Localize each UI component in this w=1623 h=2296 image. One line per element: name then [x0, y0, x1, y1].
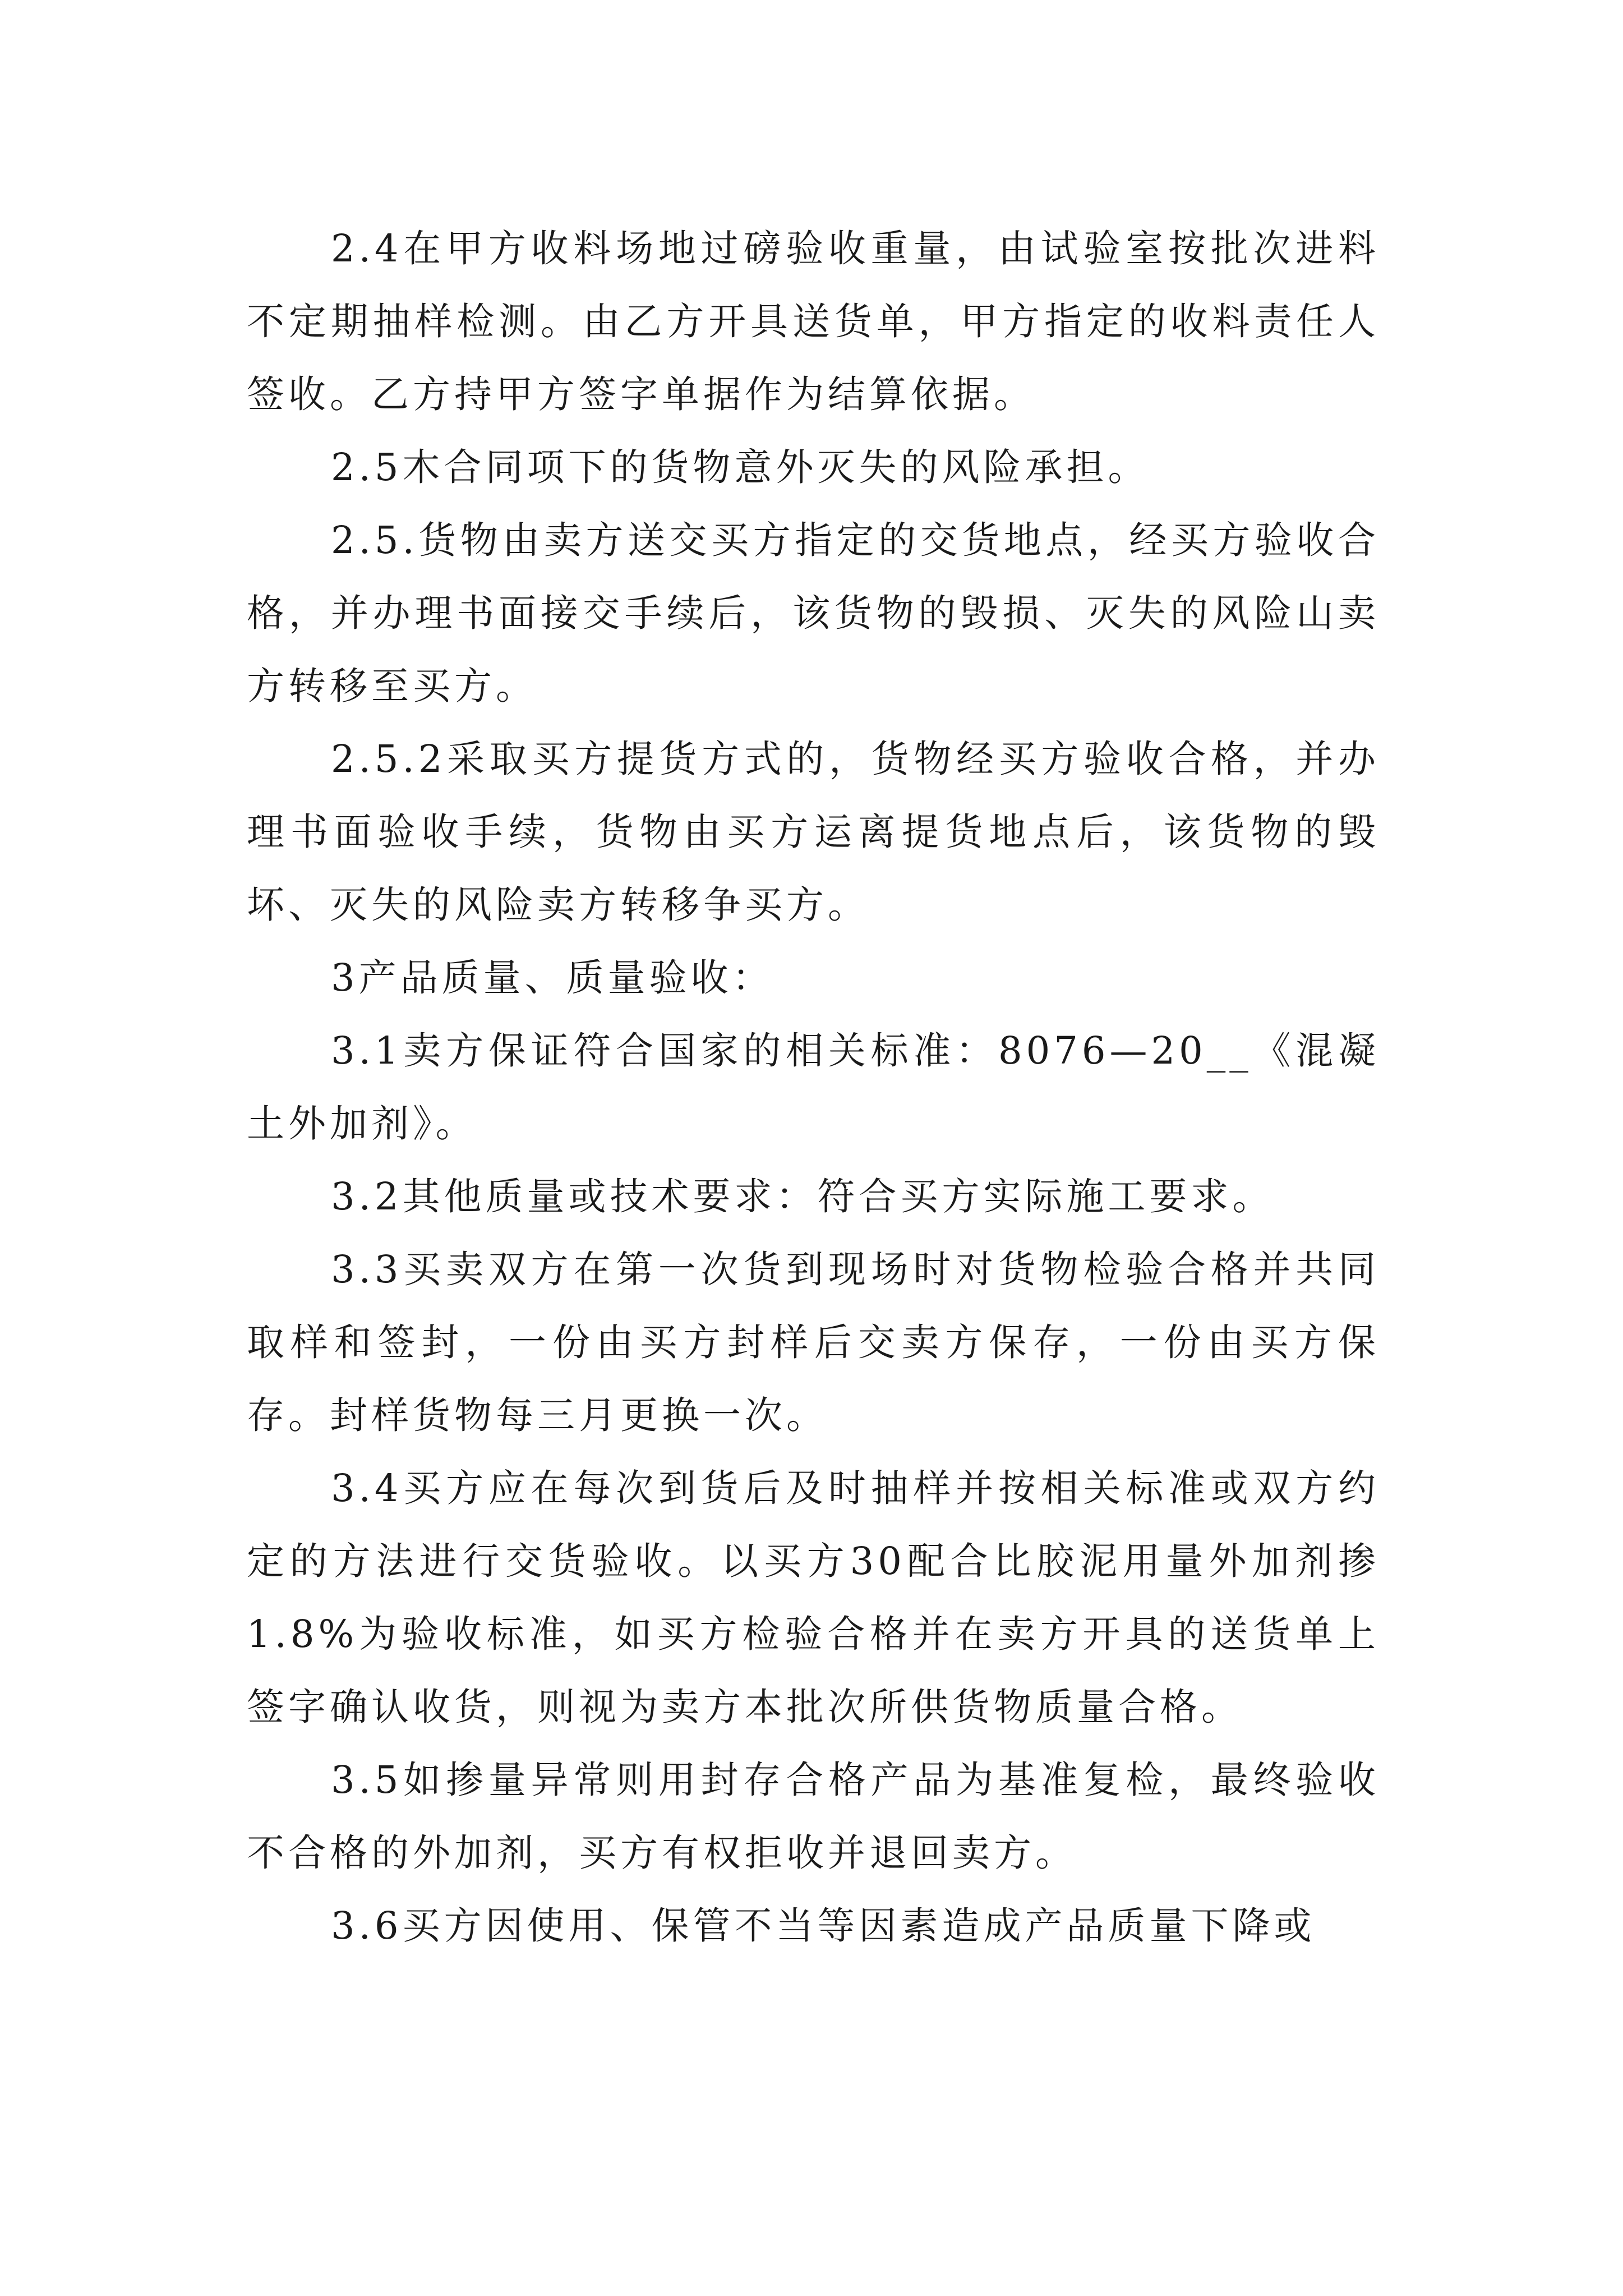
paragraph-3-6: 3.6买方因使用、保管不当等因素造成产品质量下降或: [331, 1904, 1316, 1948]
paragraph-2-5: 2.5木合同项下的货物意外灭失的风险承担。: [331, 445, 1150, 489]
paragraph-3-2: 3.2其他质量或技术要求：符合买方实际施工要求。: [331, 1175, 1274, 1218]
paragraph-3-3: 3.3买卖双方在第一次货到现场时对货物检验合格并共同取样和签封，一份由买方封样后交卖方保存，一份由买方保存。封样货物每三月更换一次。: [247, 1248, 1380, 1437]
paragraph-2-4: 2.4在甲方收料场地过磅验收重量，由试验室按批次进料不定期抽样检测。由乙方开具送货单，甲方指定的收料责任人签收。乙方持甲方签字单据作为结算依据。: [247, 227, 1380, 416]
paragraph-3-4: 3.4买方应在每次到货后及时抽样并按相关标准或双方约定的方法进行交货验收。以买方30配合比胶泥用量外加剂掺1.8%为验收标准，如买方检验合格并在卖方开具的送货单上签字确认收货，则视为卖方本批次所供货物质量合格。: [247, 1466, 1380, 1729]
section-heading-3: 3产品质量、质量验收：: [331, 956, 774, 1000]
paragraph-2-5-2: 2.5.2采取买方提货方式的，货物经买方验收合格，并办理书面验收手续，货物由买方运离提货地点后，该货物的毁坏、灭失的风险卖方转移争买方。: [247, 737, 1380, 927]
document-body: [247, 212, 1380, 1962]
paragraph-3-5: 3.5如掺量异常则用封存合格产品为基准复检，最终验收不合格的外加剂，买方有权拒收并退回卖方。: [247, 1758, 1380, 1875]
paragraph-3-1: 3.1卖方保证符合国家的相关标准：8076—20__《混凝土外加剂》。: [247, 1029, 1380, 1145]
paragraph-2-5-1: 2.5.货物由卖方送交买方指定的交货地点，经买方验收合格，并办理书面接交手续后，该货物的毁损、灭失的风险山卖方转移至买方。: [247, 518, 1380, 708]
